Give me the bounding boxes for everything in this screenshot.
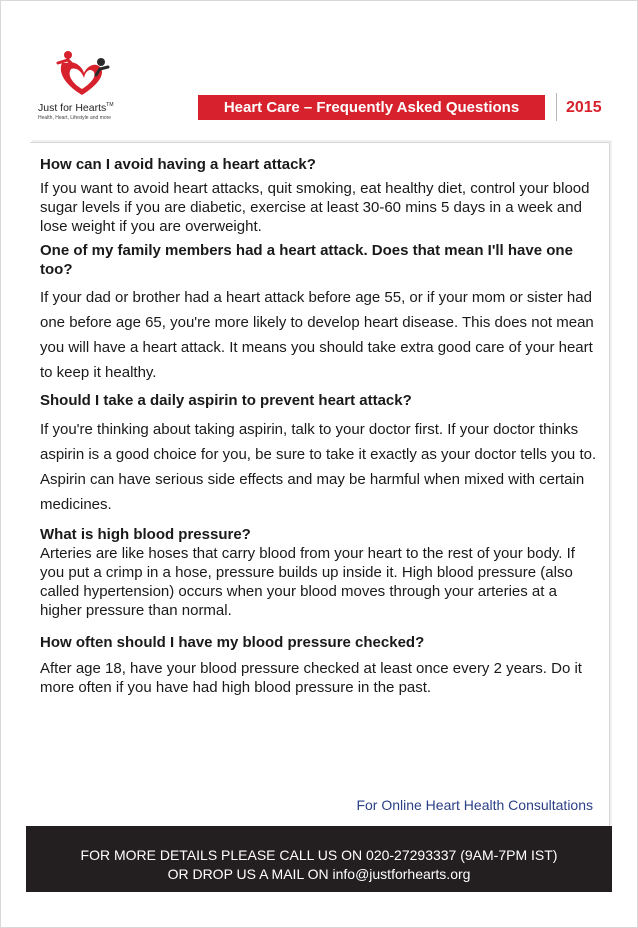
faq-question: What is high blood pressure? [40,526,251,543]
tagline: Health, Heart, Lifestyle and more [38,115,112,121]
faq-question: How often should I have my blood pressure checked? [40,634,425,651]
footer-email-line: OR DROP US A MAIL ON info@justforhearts.org [167,866,471,882]
header-year: 2015 [566,99,602,116]
contact-footer [26,826,612,892]
faq-answer: If your dad or brother had a heart attack before age 55, or if your mom or sister had one before age 65, you're more likely to develop heart disease. This does not mean you will have a heart attack. It means you should take extra good care of your heart to keep it healthy. [40,289,594,381]
footer-phone-line: FOR MORE DETAILS PLEASE CALL US ON 020-27293337 (9AM-7PM IST) [80,847,558,863]
trademark: TM [106,101,114,108]
faq-question: One of my family members had a heart attack. Does that mean I'll have one too? [40,242,573,278]
header-title: Heart Care – Frequently Asked Questions [198,95,545,120]
heart-with-figures-icon [56,50,112,102]
faq-question: Should I take a daily aspirin to prevent heart attack? [40,392,412,409]
consultation-link[interactable]: For Online Heart Health Consultations [356,797,593,813]
faq-answer: Arteries are like hoses that carry blood from your heart to the rest of your body. If you put a crimp in a hose, pressure builds up inside it. High blood pressure (also called hypertension) occurs when your blood moves through your arteries at a higher pressure than normal. [40,545,575,619]
faq-answer: If you want to avoid heart attacks, quit smoking, eat healthy diet, control your blood sugar levels if you are diabetic, exercise at least 30-60 mins 5 days in a week and lose weight if you are overweight. [40,180,590,235]
brand-name: Just for Hearts™ [38,101,114,114]
logo [38,50,148,125]
faq-question: How can I avoid having a heart attack? [40,156,316,173]
faq-answer: If you're thinking about taking aspirin, talk to your doctor first. If your doctor thinks aspirin is a good choice for you, be sure to take it exactly as your doctor tells you to. Aspirin can have serious side effects and may be harmful when mixed with certain medicines. [40,421,597,513]
faq-list [40,155,602,697]
header-divider [556,93,557,121]
faq-answer: After age 18, have your blood pressure checked at least once every 2 years. Do it more often if you have had high blood pressure in the past. [40,660,582,696]
